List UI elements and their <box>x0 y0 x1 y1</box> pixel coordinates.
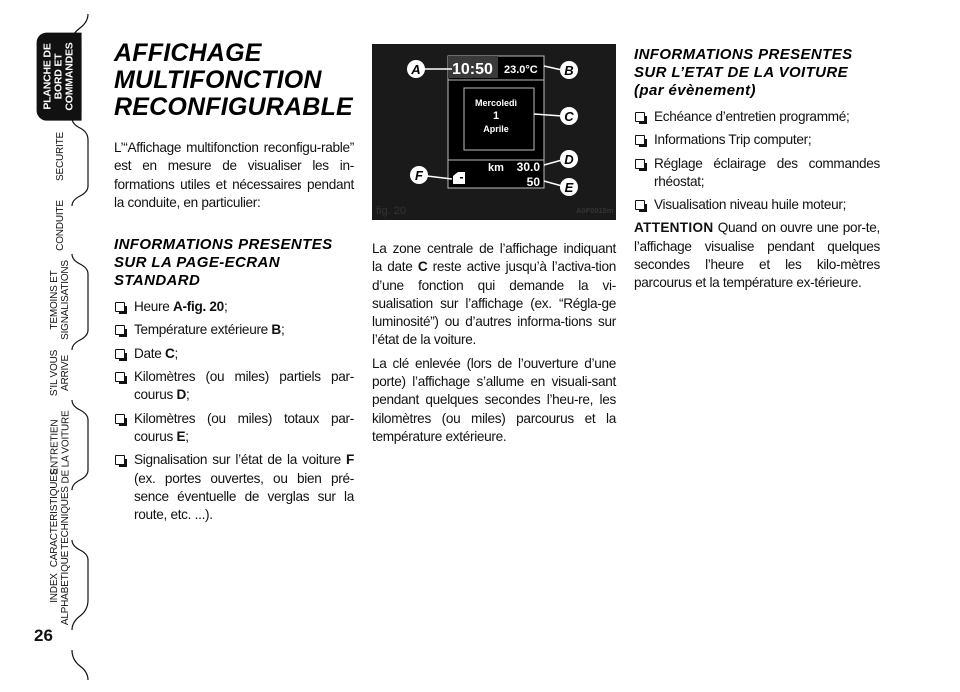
callout-a <box>407 60 425 78</box>
section-line: STANDARD <box>114 272 201 290</box>
checkbox-bullet-icon <box>115 302 125 312</box>
item-text: Kilomètres (ou miles) totaux par-courus <box>134 410 354 444</box>
section-title-events <box>634 46 880 100</box>
title-line: AFFICHAGE <box>114 39 262 67</box>
display-illustration <box>372 44 616 220</box>
item-text: Visualisation niveau huile moteur; <box>654 197 847 213</box>
title-line: MULTIFONCTION <box>114 66 322 94</box>
callout-letter: F <box>415 168 423 183</box>
right-column <box>634 46 880 293</box>
item-ref: F <box>345 452 354 468</box>
section-line: INFORMATIONS PRESENTES <box>634 46 853 63</box>
event-info-list <box>634 108 880 214</box>
item-tail: ; <box>174 345 179 361</box>
callout-letter: C <box>564 109 574 124</box>
tab-label: PLANCHE DE BORD ET COMMANDES <box>37 32 82 120</box>
item-ref: C <box>417 259 428 275</box>
callout-letter: E <box>564 180 574 195</box>
tab-label: S’IL VOUS ARRIVE <box>49 349 71 397</box>
display-total-km: 50 <box>526 175 540 189</box>
tab-securite[interactable] <box>20 120 100 192</box>
list-item <box>114 368 354 405</box>
list-item <box>114 321 354 339</box>
tab-temoins[interactable] <box>20 260 100 340</box>
tab-sil-vous-arrive[interactable] <box>20 340 100 406</box>
item-text: Réglage éclairage des commandes rhéostat; <box>654 155 880 189</box>
item-tail: ; <box>186 387 190 403</box>
item-text: Echéance d’entretien programmé; <box>654 109 850 124</box>
callout-letter: A <box>411 62 421 77</box>
display-km-label: km <box>488 162 504 174</box>
item-tail: (ex. portes ouvertes, ou bien pré-sence éventuelle de verglas sur la route, etc. ...). <box>134 470 354 523</box>
display-month: Aprile <box>483 124 509 134</box>
checkbox-bullet-icon <box>115 455 125 465</box>
callout-f <box>410 166 428 184</box>
figure-code: A0F0015m <box>576 206 614 215</box>
list-item <box>634 155 880 192</box>
checkbox-bullet-icon <box>115 372 125 382</box>
callout-letter: B <box>564 63 574 78</box>
item-tail: ; <box>185 428 189 444</box>
item-ref: D <box>176 387 187 403</box>
checkbox-bullet-icon <box>115 349 125 359</box>
list-item <box>114 298 354 316</box>
attention-text: Quand on ouvre une por-te, l’affichage visualise pendant quelques secondes l’heure et les kilo-mètres parcourus et la température ex-térieure. <box>634 220 880 291</box>
display-temperature: 23.0°C <box>504 64 538 76</box>
tab-label: ENTRETIEN DE LA VOITURE <box>48 410 71 484</box>
item-ref: B <box>271 322 281 338</box>
checkbox-bullet-icon <box>115 414 125 424</box>
display-partial-km: 30.0 <box>516 160 540 174</box>
intro-paragraph: L’“Affichage multifonction reconfigu-rable” est en mesure de visualiser les in-formations utiles et nécessaires pendant la conduite, en particulier: <box>114 140 354 210</box>
paragraph-text: La zone centrale de l’affichage indiquant la date <box>372 241 616 275</box>
item-text: Kilomètres (ou miles) partiels par-courus <box>134 369 354 403</box>
display-weekday: Mercoledì <box>474 98 518 108</box>
list-item <box>634 131 880 149</box>
tab-label: CONDUITE <box>54 199 66 251</box>
item-ref: E <box>176 428 186 444</box>
item-text: Informations Trip computer; <box>654 132 812 148</box>
item-ref: C <box>165 345 175 361</box>
checkbox-bullet-icon <box>635 159 645 169</box>
callout-letter: D <box>564 152 574 167</box>
tab-conduite[interactable] <box>20 192 100 258</box>
tab-label: SECURITE <box>54 131 66 181</box>
list-item <box>114 451 354 524</box>
section-line: SUR L’ETAT DE LA VOITURE <box>634 64 849 81</box>
item-ref: A-fig. 20 <box>173 299 224 315</box>
attention-label: ATTENTION <box>634 220 714 236</box>
tab-label: TEMOINS ET SIGNALISATIONS <box>49 260 71 340</box>
item-tail: ; <box>280 322 285 338</box>
section-line: (par évènement) <box>634 82 756 99</box>
item-text: Signalisation sur l’état de la voiture <box>134 452 346 468</box>
checkbox-bullet-icon <box>635 135 645 145</box>
list-item <box>114 410 354 447</box>
item-text: Date <box>134 345 165 361</box>
checkbox-bullet-icon <box>635 112 645 122</box>
item-tail: ; <box>223 299 228 315</box>
section-line: SUR LA PAGE-ECRAN <box>114 254 280 272</box>
section-title-standard <box>114 236 354 290</box>
callout-e <box>560 178 578 196</box>
paragraph-key-removed: La clé enlevée (lors de l’ouverture d’une porte) l’affichage s’allume en visuali-sant pendant quelques secondes l’heu-re, les kilomètres (ou miles) parcourus et la température extérieure. <box>372 355 616 444</box>
tab-planche-de-bord[interactable] <box>18 36 100 116</box>
middle-column <box>372 240 616 446</box>
tab-index[interactable] <box>20 552 100 624</box>
display-figure <box>372 44 616 220</box>
tab-label: CARACTERISTIQUES TECHNIQUES <box>49 468 72 568</box>
list-item <box>114 345 354 363</box>
callout-c <box>560 107 578 125</box>
main-title <box>114 40 354 121</box>
tab-label: INDEX ALPHABETIQUE <box>48 550 71 626</box>
display-time: 10:50 <box>452 61 493 78</box>
checkbox-bullet-icon <box>115 325 125 335</box>
figure-caption: fig. 20 <box>376 205 406 217</box>
page-number: 26 <box>34 626 53 645</box>
item-text: Heure <box>134 299 174 315</box>
paragraph-date-zone <box>372 240 616 350</box>
standard-info-list <box>114 298 354 524</box>
title-line: RECONFIGURABLE <box>114 93 353 121</box>
callout-d <box>560 150 578 168</box>
item-text: Température extérieure <box>134 322 272 338</box>
attention-note <box>634 219 880 292</box>
list-item <box>634 196 880 214</box>
section-line: INFORMATIONS PRESENTES <box>114 236 333 254</box>
left-column <box>114 40 354 529</box>
list-item <box>634 108 880 126</box>
display-day: 1 <box>492 110 500 122</box>
chapter-tabs <box>0 0 100 692</box>
callout-b <box>560 61 578 79</box>
tab-caracteristiques[interactable] <box>20 468 100 568</box>
checkbox-bullet-icon <box>635 200 645 210</box>
paragraph-text: reste active jusqu’à l’activa-tion d’une fonction qui demande la vi-sualisation sur l’affichage (ex. “Régla-ge luminosité”) ou d’autres informa-tions sur l’état de la voiture. <box>372 259 616 348</box>
